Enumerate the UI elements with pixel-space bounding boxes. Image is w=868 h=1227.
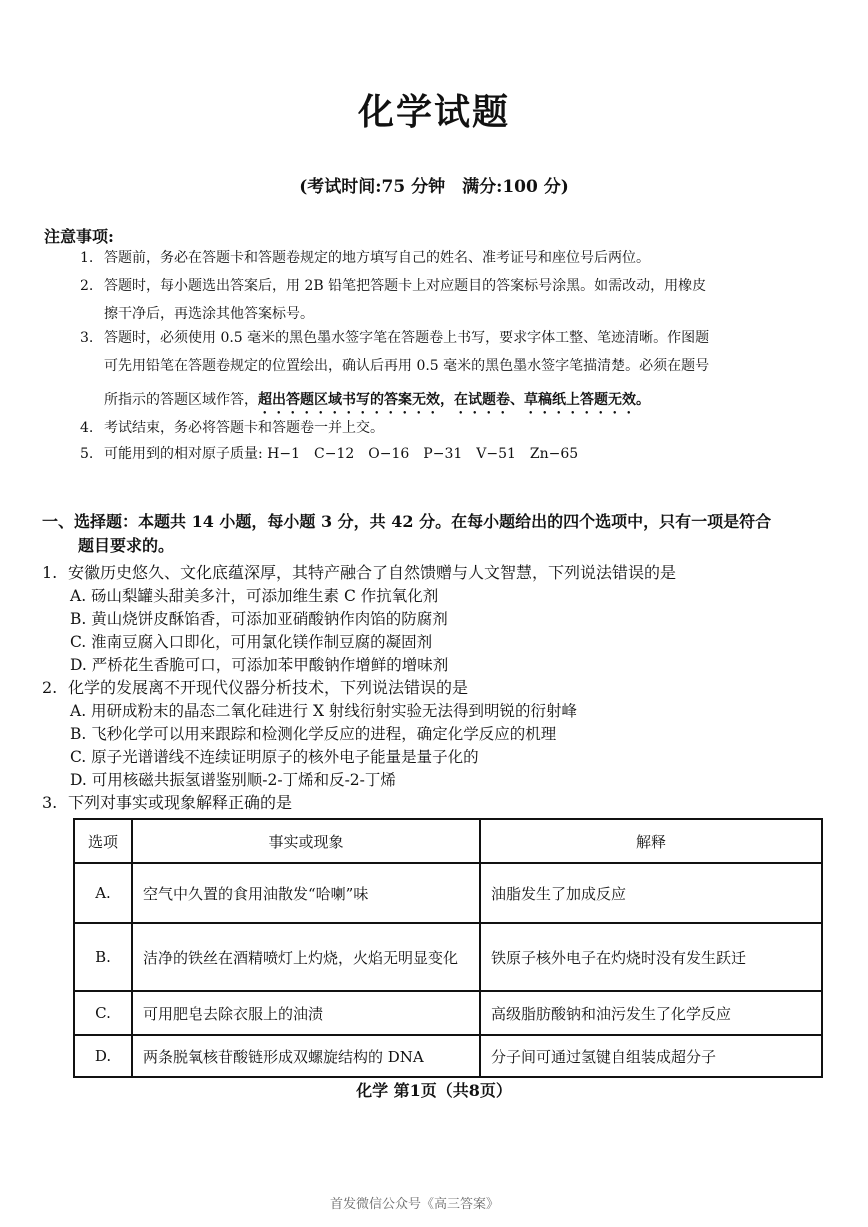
notice-item-5: 5. 可能用到的相对原子质量: H−1 C−12 O−16 P−31 V−51 Zn−65: [80, 446, 579, 462]
question-1-option-d: D. 严桥花生香脆可口，可添加苯甲酸钠作增鲜的增味剂: [70, 656, 449, 674]
question-3-stem: 3. 下列对事实或现象解释正确的是: [42, 793, 293, 812]
table-header: 解释: [480, 819, 822, 863]
table-header: 事实或现象: [132, 819, 480, 863]
table-header: 选项: [74, 819, 132, 863]
table-cell: D.: [74, 1035, 132, 1077]
question-1-stem: 1. 安徽历史悠久、文化底蕴深厚，其特产融合了自然馈赠与人文智慧，下列说法错误的是: [42, 563, 677, 582]
table-cell: B.: [74, 923, 132, 991]
table-cell: 两条脱氧核苷酸链形成双螺旋结构的 DNA: [132, 1035, 480, 1077]
question-2-option-b: B. 飞秒化学可以用来跟踪和检测化学反应的进程，确定化学反应的机理: [70, 725, 557, 743]
table-cell: 空气中久置的食用油散发“哈喇”味: [132, 863, 480, 923]
section-heading: 一、选择题：本题共 14 小题，每小题 3 分，共 42 分。在每小题给出的四个选项中，只有一项是符合 题目要求的。: [42, 512, 772, 555]
table-row: [74, 991, 822, 1035]
question-2-option-a: A. 用研成粉末的晶态二氧化硅进行 X 射线衍射实验无法得到明锐的衍射峰: [70, 702, 577, 720]
table-cell: 油脂发生了加成反应: [480, 863, 822, 923]
table-cell: 洁净的铁丝在酒精喷灯上灼烧，火焰无明显变化: [132, 923, 480, 991]
answer-table: [73, 818, 823, 1078]
table-cell: C.: [74, 991, 132, 1035]
question-2-stem: 2. 化学的发展离不开现代仪器分析技术，下列说法错误的是: [42, 678, 469, 697]
question-1-option-c: C. 淮南豆腐入口即化，可用氯化镁作制豆腐的凝固剂: [70, 633, 433, 651]
table-cell: 可用肥皂去除衣服上的油渍: [132, 991, 480, 1035]
question-2-option-d: D. 可用核磁共振氢谱鉴别顺-2-丁烯和反-2-丁烯: [70, 771, 396, 789]
question-1-option-b: B. 黄山烧饼皮酥馅香，可添加亚硝酸钠作肉馅的防腐剂: [70, 610, 448, 628]
notice-item-3: 3. 答题时，必须使用 0.5 毫米的黑色墨水签字笔在答题卷上书写，要求字体工整、笔迹清晰。作图题 可先用铅笔在答题卷规定的位置绘出，确认后再用 0.5 毫米的黑色墨水签字笔描清楚。必须在题号 所指示的答题区域作答，超出答题区域书写的答案无效，在试题卷、草稿纸上答题无效。: [80, 330, 710, 408]
notice-item-2: 2. 答题时，每小题选出答案后，用 2B 铅笔把答题卡上对应题目的答案标号涂黑。如需改动，用橡皮 擦干净后，再选涂其他答案标号。: [80, 278, 707, 322]
notice-item-1: 1. 答题前，务必在答题卡和答题卷规定的地方填写自己的姓名、准考证号和座位号后两位。: [80, 250, 650, 266]
emphasized-warning: 超出答题区域书写的答案无效，在试题卷、草稿纸上答题无效。: [258, 392, 650, 408]
table-cell: 分子间可通过氢键自组装成超分子: [480, 1035, 822, 1077]
table-row: [74, 1035, 822, 1077]
question-2-option-c: C. 原子光谱谱线不连续证明原子的核外电子能量是量子化的: [70, 748, 479, 766]
notice-item-4: 4. 考试结束，务必将答题卡和答题卷一并上交。: [80, 420, 384, 436]
table-row: [74, 923, 822, 991]
table-row: [74, 863, 822, 923]
watermark: 首发微信公众号《高三答案》: [330, 1197, 500, 1212]
table-header-row: [74, 819, 822, 863]
notice-heading: 注意事项:: [44, 227, 114, 246]
exam-info: (考试时间:75 分钟 满分:100 分): [299, 177, 569, 197]
question-1-option-a: A. 砀山梨罐头甜美多汁，可添加维生素 C 作抗氧化剂: [70, 587, 439, 605]
page-title: 化学试题: [357, 91, 510, 133]
table-cell: 高级脂肪酸钠和油污发生了化学反应: [480, 991, 822, 1035]
table-cell: A.: [74, 863, 132, 923]
page-footer: 化学 第1页（共8页）: [356, 1081, 512, 1100]
table-cell: 铁原子核外电子在灼烧时没有发生跃迁: [480, 923, 822, 991]
